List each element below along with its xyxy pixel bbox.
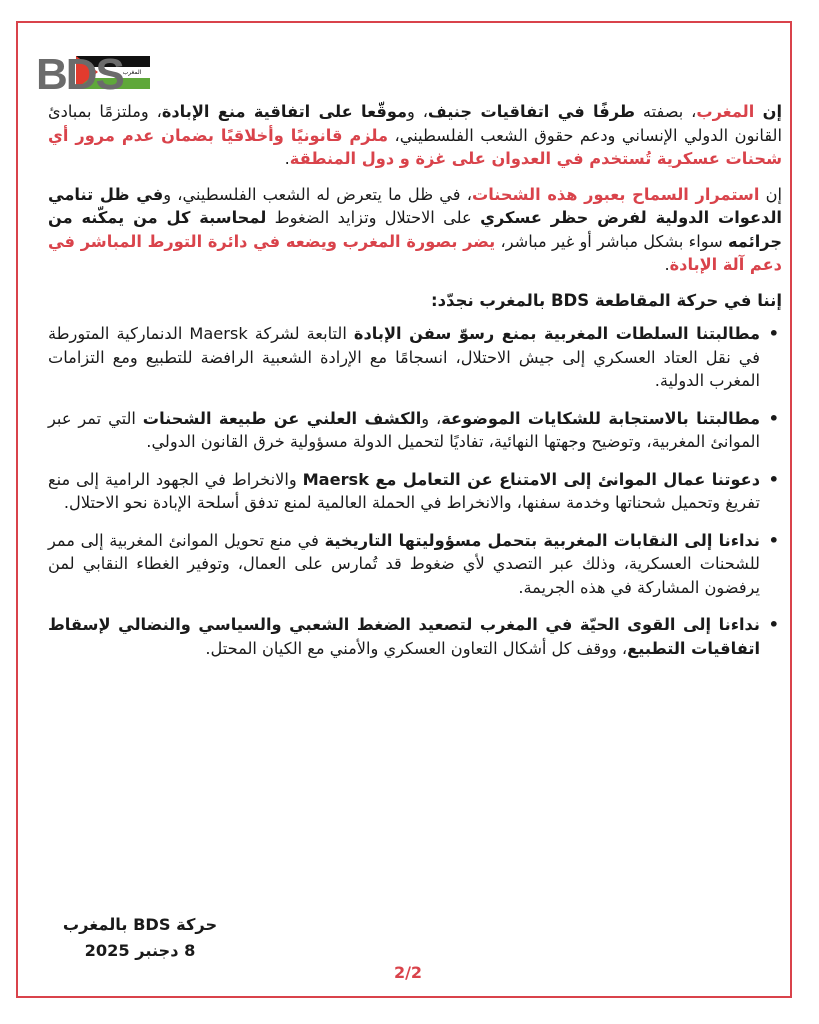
paragraph-2 [48,183,782,277]
page-number: 2/2 [393,963,423,982]
list-item [48,613,782,660]
text-run-bold: موقّعا على اتفاقية منع الإبادة [161,102,407,121]
bullet-icon: • [768,530,779,550]
text-run-highlight: ملزم قانونيًا وأخلاقيًا بضمان عدم مرور أي شحنات عسكرية تُستخدم في العدوان على غزة و دول المنطقة [48,125,782,168]
item-bold: الكشف العلني عن طبيعة الشحنات [142,408,422,428]
text-run: ، وملتزمًا بمبادئ القانون الدولي الإنساني ودعم حقوق الشعب الفلسطيني، [48,102,782,145]
item-bold: دعوتنا عمال الموانئ إلى الامتناع عن التعامل مع Maersk [302,469,760,489]
text-run: ، و [407,102,428,121]
text-run-highlight: يضر بصورة المغرب ويضعه في دائرة التورط المباشر في دعم آلة الإبادة [48,231,782,274]
signature-org: حركة BDS بالمغرب [62,915,218,934]
text-run: ، في ظل ما يتعرض له الشعب الفلسطيني، و [163,184,472,204]
item-bold: نداءنا إلى القوى الحيّة في المغرب لتصعيد الضغط الشعبي والسياسي والنضالي لإسقاط اتفاقيات التطبيع [48,615,760,658]
paragraph-1 [48,100,782,171]
item-text: في منع تحويل الموانئ المغربية إلى ممر للشحنات العسكرية، وذلك عبر التصدي لأي ضغوط قد تُمارس على العمال، وتوفير الغطاء النقابي لمن يرفضون المشاركة في هذه الجريمة. [48,530,760,597]
signature-block [50,912,230,964]
text-run-bold: لمحاسبة كل من يمكّنه من جرائمه [48,208,783,251]
text-run: سواء بشكل مباشر أو غير مباشر، [495,231,728,251]
item-bold: نداءنا إلى النقابات المغربية بتحمل مسؤوليتها التاريخية [324,530,760,550]
list-item [48,529,782,600]
item-text: ، و [421,408,442,428]
text-run-highlight: استمرار السماح بعبور هذه الشحنات [471,184,760,204]
bullet-icon: • [768,408,779,428]
text-run-bold: طرفًا في اتفاقيات جنيف [427,102,636,121]
text-run: . [284,149,290,168]
document-body [48,100,782,674]
item-text: التابعة لشركة Maersk الدنماركية المتورطة في نقل العتاد العسكري إلى جيش الاحتلال، انسجامًا مع الإرادة الشعبية الرافضة للتطبيع ومع التزامات المغرب الدولية. [48,324,760,390]
list-item [48,322,782,393]
item-bold: مطالبتنا السلطات المغربية بمنع رسوّ سفن الإبادة [353,324,760,343]
bullet-icon: • [768,469,779,489]
text-run-bold: في ظل تنامي الدعوات الدولية لفرض حظر عسكري [48,184,782,227]
logo-subtext: المغرب [122,69,142,76]
signature-date: 8 دجنبر 2025 [84,941,196,960]
bds-logo-graphic [36,42,150,94]
text-run: إن [759,184,782,204]
svg-text:BDS: BDS [36,50,123,94]
item-text: التي تمر عبر الموانئ المغربية، وتوضيح وجهتها النهائية، تفاديًا لتحميل الدولة مسؤولية خرق القانون الدولي. [48,408,760,451]
list-item [48,407,782,454]
section-lead: إننا في حركة المقاطعة BDS بالمغرب نجدّد: [430,290,782,310]
text-run: إن [754,102,783,121]
item-bold: مطالبتنا بالاستجابة للشكايات الموضوعة [441,408,761,428]
bds-logo [36,42,150,94]
bullet-icon: • [768,615,779,634]
text-run: . [664,255,670,274]
text-run-highlight: المغرب [696,102,755,121]
text-run: ، بصفته [635,102,697,121]
text-run: على الاحتلال وتزايد الضغوط [266,208,481,227]
item-text: والانخراط في الجهود الرامية إلى منع تفريغ وتحميل شحناتها وخدمة سفنها، والانخراط في الحملة العالمية لمنع تدفق أسلحة الإبادة نحو الاحتلال. [48,469,760,512]
bullet-icon: • [768,324,779,343]
list-item [48,468,782,515]
item-text: ، ووقف كل أشكال التعاون العسكري والأمني مع الكيان المحتل. [205,638,628,658]
demands-list [48,322,782,660]
